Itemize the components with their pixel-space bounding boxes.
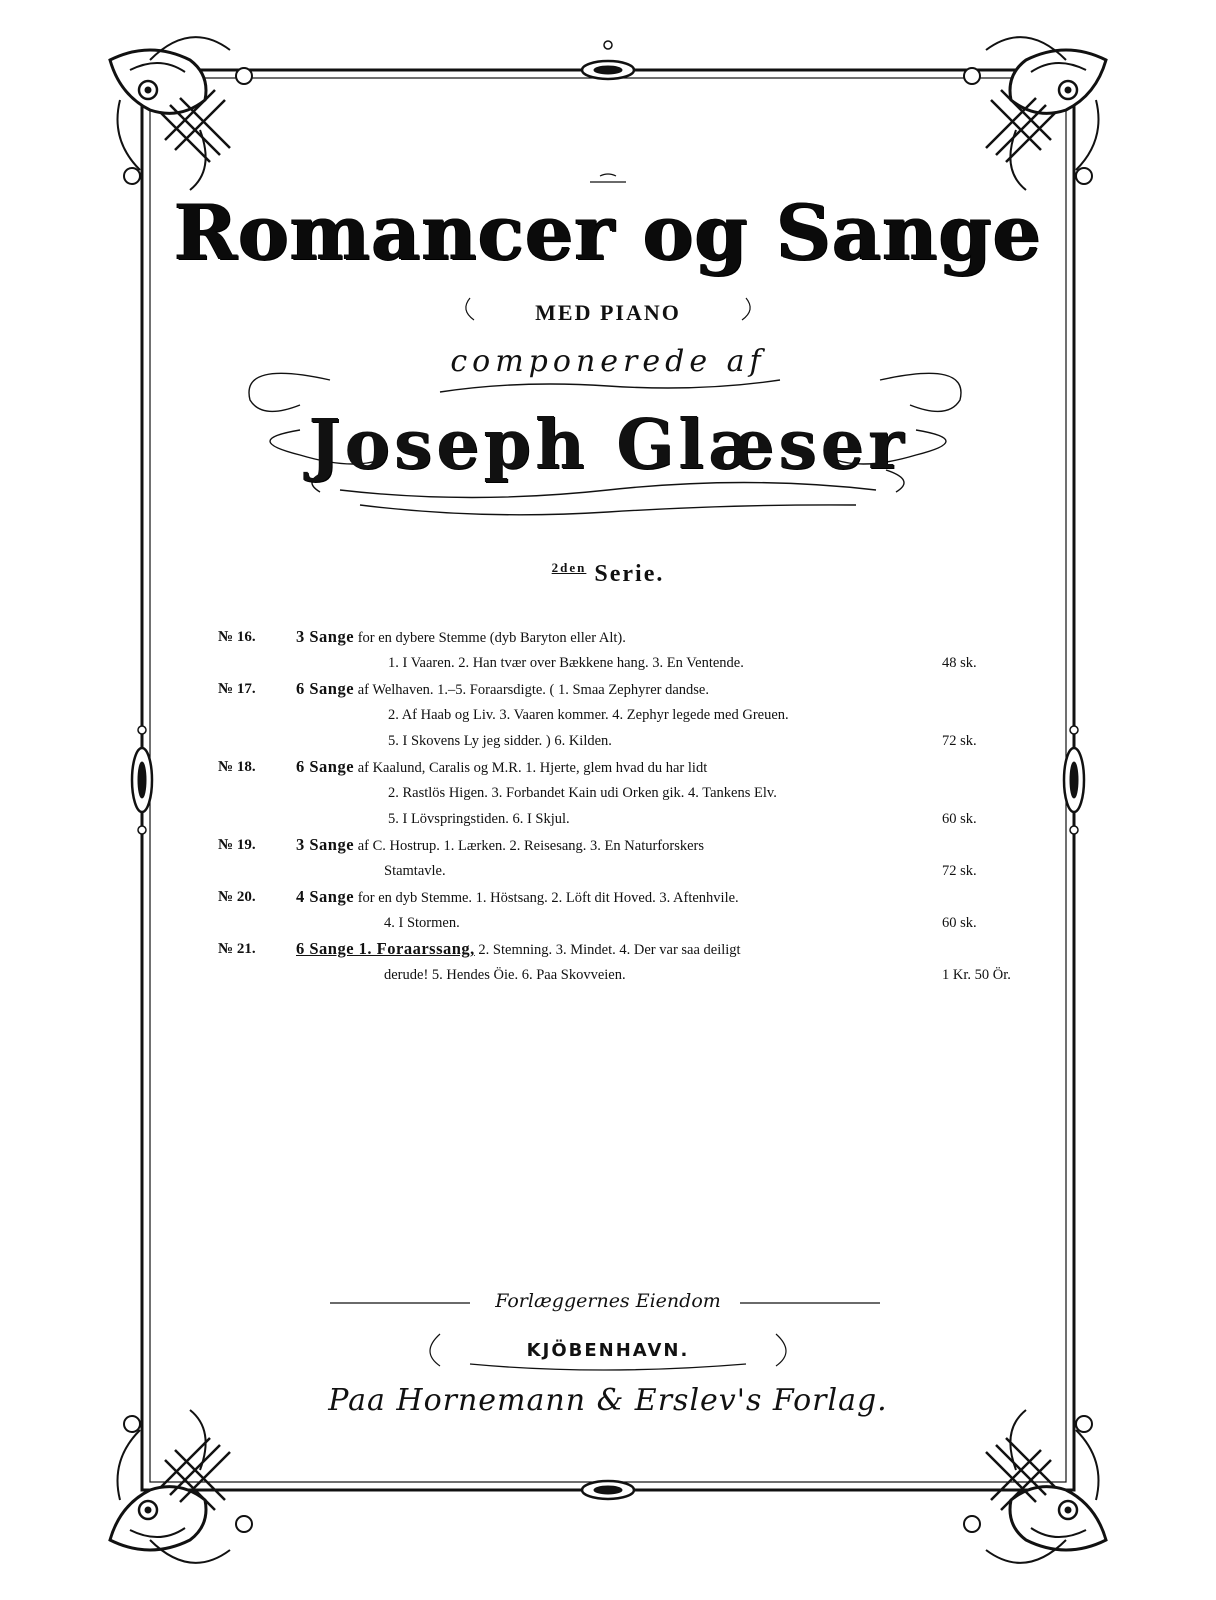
opus-number: № 18. xyxy=(218,759,256,775)
price: 72 sk. xyxy=(942,733,977,749)
work-description: for en dyb Stemme. 1. Höstsang. 2. Löft dit Hoved. 3. Aftenhvile. xyxy=(354,890,739,906)
price: 72 sk. xyxy=(942,863,977,879)
work-contents: 5. I Skovens Ly jeg sidder. ) 6. Kilden. xyxy=(388,733,612,749)
bottom-center-ornament xyxy=(582,1481,634,1499)
publisher-name: Paa Hornemann & Erslev's Forlag. xyxy=(328,1383,888,1418)
work-contents: Stamtavle. xyxy=(384,863,446,879)
corner-ornament-top-right xyxy=(964,37,1106,190)
work-entry-line xyxy=(218,754,1038,780)
work-entry-line xyxy=(218,728,1038,754)
work-entry-line xyxy=(218,936,1038,962)
work-title xyxy=(296,884,739,911)
work-entry xyxy=(218,884,1038,936)
publisher-property-note: Forlæggernes Eiendom xyxy=(495,1290,721,1312)
composed-by-line: componerede af xyxy=(450,344,766,379)
corner-ornament-top-left xyxy=(110,37,252,190)
work-entry-line xyxy=(218,702,1038,728)
work-contents: derude! 5. Hendes Öie. 6. Paa Skovveien. xyxy=(384,967,626,983)
opus-number: № 19. xyxy=(218,837,256,853)
work-description: af C. Hostrup. 1. Lærken. 2. Reisesang. 3. En Naturforskers xyxy=(354,838,705,854)
work-contents: 2. Rastlös Higen. 3. Forbandet Kain udi Orken gik. 4. Tankens Elv. xyxy=(388,785,777,801)
work-entry-line xyxy=(218,858,1038,884)
publisher-city: KJÖBENHAVN. xyxy=(526,1340,690,1361)
work-title xyxy=(296,936,741,963)
work-title-bold: 6 Sange xyxy=(296,679,355,698)
price: 1 Kr. 50 Ör. xyxy=(942,967,1011,983)
price: 48 sk. xyxy=(942,655,977,671)
works-list xyxy=(218,624,1038,988)
work-entry-line xyxy=(218,806,1038,832)
work-entry xyxy=(218,936,1038,988)
work-title-bold: 6 Sange xyxy=(296,757,355,776)
opus-number: № 21. xyxy=(218,941,256,957)
work-entry xyxy=(218,754,1038,832)
corner-ornament-bottom-left xyxy=(110,1410,252,1563)
work-description: af Kaalund, Caralis og M.R. 1. Hjerte, glem hvad du har lidt xyxy=(354,760,708,776)
composer-name: Joseph Glæser xyxy=(308,405,908,485)
work-title-bold: 3 Sange xyxy=(296,627,355,646)
corner-ornament-bottom-right xyxy=(964,1410,1106,1563)
work-entry-line xyxy=(218,780,1038,806)
opus-number: № 16. xyxy=(218,629,256,645)
work-entry xyxy=(218,676,1038,754)
series-label: Serie xyxy=(594,561,657,587)
work-description: for en dybere Stemme (dyb Baryton eller Alt). xyxy=(354,630,626,646)
work-description: af Welhaven. 1.–5. Foraarsdigte. ( 1. Smaa Zephyrer dandse. xyxy=(354,682,709,698)
opus-number: № 17. xyxy=(218,681,256,697)
work-title xyxy=(296,832,704,859)
work-title xyxy=(296,754,707,781)
work-contents: 4. I Stormen. xyxy=(384,915,460,931)
work-entry-line xyxy=(218,676,1038,702)
work-entry-line xyxy=(218,884,1038,910)
subtitle: MED PIANO xyxy=(535,300,681,325)
work-contents: 2. Af Haab og Liv. 3. Vaaren kommer. 4. Zephyr legede med Greuen. xyxy=(388,707,789,723)
work-entry xyxy=(218,624,1038,676)
work-entry-line xyxy=(218,650,1038,676)
work-contents: 1. I Vaaren. 2. Han tvær over Bækkene hang. 3. En Ventende. xyxy=(388,655,744,671)
series-heading: $^{2den}$ Serie. xyxy=(551,560,665,587)
series-ordinal: 2den xyxy=(551,560,587,575)
work-entry xyxy=(218,832,1038,884)
work-entry-line xyxy=(218,910,1038,936)
work-title-bold: 3 Sange xyxy=(296,835,355,854)
page-title: Romancer og Sange xyxy=(173,188,1043,277)
work-title xyxy=(296,624,626,651)
work-title xyxy=(296,676,709,703)
work-title-bold: 6 Sange 1. Foraarssang, xyxy=(296,939,475,958)
opus-number: № 20. xyxy=(218,889,256,905)
work-entry-line xyxy=(218,962,1038,988)
work-contents: 5. I Lövspringstiden. 6. I Skjul. xyxy=(388,811,570,827)
price: 60 sk. xyxy=(942,811,977,827)
work-title-bold: 4 Sange xyxy=(296,887,355,906)
top-center-ornament xyxy=(582,41,634,79)
price: 60 sk. xyxy=(942,915,977,931)
work-description: 2. Stemning. 3. Mindet. 4. Der var saa deiligt xyxy=(474,942,741,958)
work-entry-line xyxy=(218,624,1038,650)
work-entry-line xyxy=(218,832,1038,858)
